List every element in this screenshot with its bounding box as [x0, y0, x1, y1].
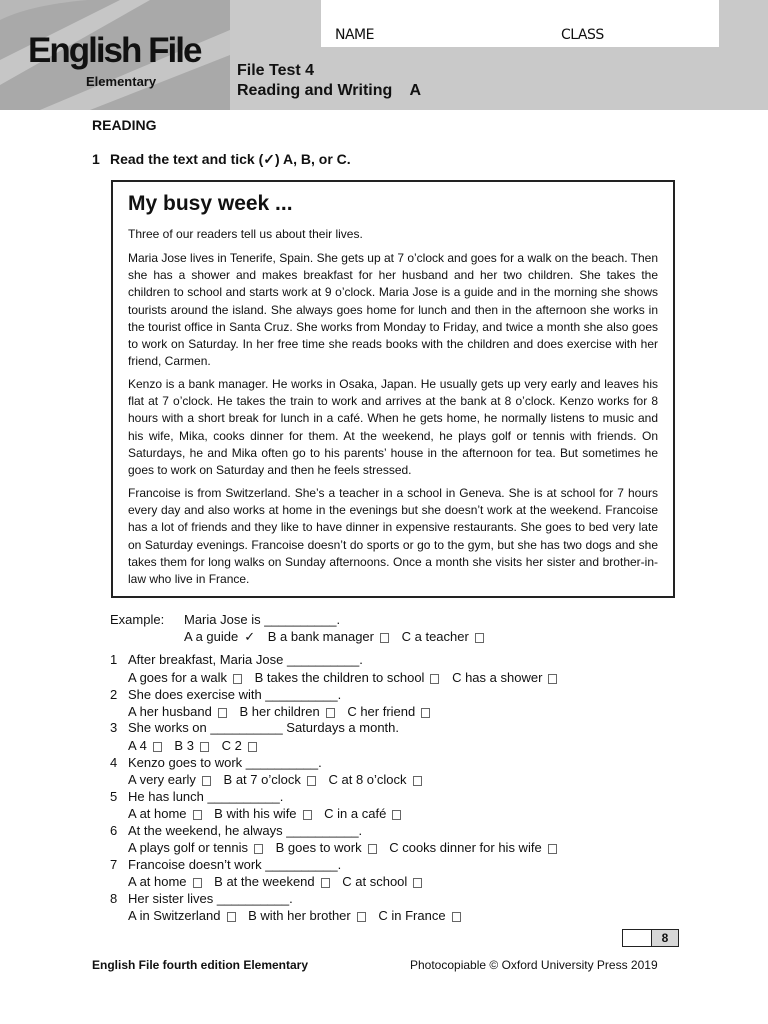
question-instruction: Read the text and tick (✓) A, B, or C. — [110, 151, 351, 167]
checkbox[interactable] — [321, 878, 330, 888]
item-number: 5 — [110, 789, 118, 804]
item-stem: She does exercise with __________. — [128, 687, 342, 702]
footer-edition: English File fourth edition Elementary — [92, 958, 309, 972]
paragraph-francoise: Francoise is from Switzerland. She’s a teacher in a school in Geneva. She is at school for 7 hours every day and also works at home in the evenings but she doesn’t work at the weekend. Francoise has a lot of friends and they like to have dinner in expensive restaurants. She goes to bed very late on Saturday evenings. Francoise doesn’t do sports or go to the gym, but she has two dogs and she takes them for long walks on Sunday afternoons. Once a month she visits her sister and brother-in-law who live in France. — [128, 486, 658, 587]
option-b: B at the weekend — [214, 874, 329, 889]
test-title: File Test 4 — [237, 62, 315, 79]
option-a: A goes for a walk — [128, 670, 242, 685]
item-options — [128, 840, 566, 855]
item-number: 7 — [110, 857, 118, 872]
tick-mark: ✓ — [244, 629, 256, 644]
checkbox[interactable] — [380, 633, 389, 643]
example-option-c: C a teacher — [402, 629, 484, 644]
checkbox[interactable] — [548, 674, 557, 684]
item-stem: Kenzo goes to work __________. — [128, 755, 322, 770]
item-options — [128, 772, 431, 787]
option-b: B at 7 o’clock — [224, 772, 316, 787]
example-option-a: A a guide ✓ — [184, 629, 256, 644]
name-label: NAME — [335, 27, 374, 43]
checkbox[interactable] — [193, 810, 202, 820]
checkbox[interactable] — [421, 708, 430, 718]
option-c: C in a café — [324, 806, 401, 821]
checkbox[interactable] — [392, 810, 401, 820]
item-options — [128, 874, 431, 889]
item-stem: At the weekend, he always __________. — [128, 823, 363, 838]
option-a: A her husband — [128, 704, 227, 719]
option-c: C cooks dinner for his wife — [389, 840, 556, 855]
option-a: A at home — [128, 806, 202, 821]
example-options — [184, 629, 493, 645]
checkbox[interactable] — [193, 878, 202, 888]
checkbox[interactable] — [326, 708, 335, 718]
option-c: C in France — [378, 908, 460, 923]
checkbox[interactable] — [413, 776, 422, 786]
footer-copyright: Photocopiable © Oxford University Press 2019 — [410, 958, 658, 972]
question-number: 1 — [92, 151, 100, 167]
option-c: C 2 — [222, 738, 257, 753]
paragraph-maria-jose: Maria Jose lives in Tenerife, Spain. She gets up at 7 o’clock and goes for a walk on the beach. Then she has a shower and makes breakfast for her husband and her two children. She takes the children to school and starts work at 9 o’clock. Maria Jose is a guide and in the morning she shows tourists around the island. She always goes home for lunch and then in the afternoon she works in the tourist office in Santa Cruz. She works from Monday to Friday, and twice a month she also goes to work on Saturday. In her free time she reads books with the children and does exercise with her friend, Carmen. — [128, 251, 658, 369]
item-stem: She works on __________ Saturdays a month. — [128, 720, 400, 735]
class-label: CLASS — [561, 27, 604, 43]
option-c: C her friend — [347, 704, 430, 719]
item-number: 8 — [110, 891, 118, 906]
item-options — [128, 670, 566, 685]
checkbox[interactable] — [430, 674, 439, 684]
option-b: B 3 — [174, 738, 209, 753]
option-a: A in Switzerland — [128, 908, 236, 923]
item-stem: Francoise doesn’t work __________. — [128, 857, 342, 872]
option-b: B her children — [239, 704, 334, 719]
item-options — [128, 738, 266, 753]
example-option-b: B a bank manager — [268, 629, 389, 644]
item-stem: Her sister lives __________. — [128, 891, 293, 906]
option-c: C has a shower — [452, 670, 557, 685]
item-options — [128, 908, 470, 923]
checkbox[interactable] — [254, 844, 263, 854]
option-c: C at 8 o’clock — [329, 772, 422, 787]
option-b: B with her brother — [248, 908, 366, 923]
option-b: B takes the children to school — [255, 670, 440, 685]
brand-logo: English File — [28, 31, 201, 70]
score-total: 8 — [651, 929, 679, 947]
checkbox[interactable] — [307, 776, 316, 786]
brand-level: Elementary — [86, 74, 157, 89]
item-stem: He has lunch __________. — [128, 789, 284, 804]
option-a: A 4 — [128, 738, 162, 753]
item-options — [128, 806, 410, 821]
item-number: 1 — [110, 652, 118, 667]
checkbox[interactable] — [368, 844, 377, 854]
option-b: B goes to work — [276, 840, 377, 855]
checkbox[interactable] — [548, 844, 557, 854]
checkbox[interactable] — [452, 912, 461, 922]
checkbox[interactable] — [357, 912, 366, 922]
name-class-box[interactable] — [321, 0, 719, 47]
checkbox[interactable] — [248, 742, 257, 752]
item-stem: After breakfast, Maria Jose __________. — [128, 652, 363, 667]
option-a: A at home — [128, 874, 202, 889]
checkbox[interactable] — [202, 776, 211, 786]
item-number: 4 — [110, 755, 118, 770]
section-title: READING — [92, 117, 157, 133]
checkbox[interactable] — [233, 674, 242, 684]
article-title: My busy week ... — [128, 192, 293, 215]
checkbox[interactable] — [200, 742, 209, 752]
checkbox[interactable] — [413, 878, 422, 888]
test-subtitle: Reading and Writing A — [237, 82, 421, 99]
checkbox[interactable] — [227, 912, 236, 922]
paragraph-kenzo: Kenzo is a bank manager. He works in Osaka, Japan. He usually gets up very early and leaves his flat at 7 o’clock. He takes the train to work and arrives at the bank at 8 o’clock. Kenzo works for 8 hours with a short break for lunch in a café. When he gets home, he normally listens to music and his wife, Mika, cooks dinner for them. At the weekend, he plays golf or tennis with friends. On Saturdays, he and Mika often go to his parents’ house in the afternoon for tea. But sometimes he goes to work on Saturday and then he feels stressed. — [128, 377, 658, 478]
item-number: 2 — [110, 687, 118, 702]
item-number: 6 — [110, 823, 118, 838]
score-input[interactable] — [622, 929, 653, 947]
example-stem: Maria Jose is __________. — [184, 612, 341, 627]
checkbox[interactable] — [303, 810, 312, 820]
item-options — [128, 704, 439, 719]
option-c: C at school — [342, 874, 422, 889]
checkbox[interactable] — [153, 742, 162, 752]
item-number: 3 — [110, 720, 118, 735]
checkbox[interactable] — [218, 708, 227, 718]
option-a: A very early — [128, 772, 211, 787]
checkbox[interactable] — [475, 633, 484, 643]
option-a: A plays golf or tennis — [128, 840, 263, 855]
option-b: B with his wife — [214, 806, 311, 821]
example-label: Example: — [110, 612, 165, 627]
article-intro: Three of our readers tell us about their lives. — [128, 227, 363, 241]
